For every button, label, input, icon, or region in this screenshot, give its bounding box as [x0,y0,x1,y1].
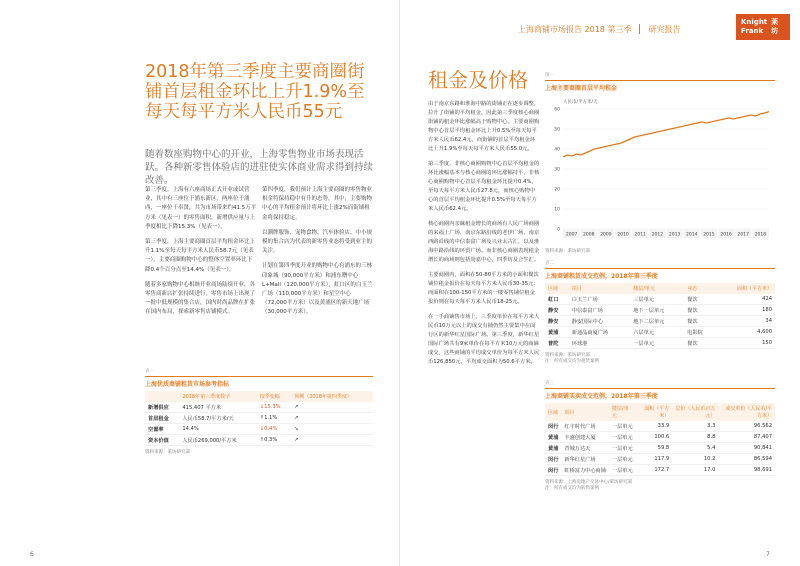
table-label: 表三 [545,381,554,386]
y-tick-label: 30 [554,167,560,173]
cell: ↓15.3% [257,402,291,413]
table-title: 上海商铺买卖成交范例，2018年第三季度 [545,388,775,400]
rent-section-title: 租金及价格 [428,68,528,92]
cell: ↑1.1% [257,413,291,424]
paragraph: 在一手商铺售市场上，三季度单价在每平方米人民币10万元以上的成交有捕仍然主要集中在闵行区的新华红星国际广场。第三季度，新华红星国际广场共有9家单价在每平方米10万元的商铺成交，这些商铺的平均成交单价为每平方米人民币126,850元，平均成交面积为50.6平方米。 [428,314,540,365]
cell: 一层单元 [630,338,684,349]
table-note: 注：所有成交均为转售案例 [545,486,599,491]
table-label: 表二 [545,261,554,266]
cell: 六层单元 [630,327,684,338]
cell: 100.6 [636,432,672,443]
leasing-table [545,283,775,349]
x-tick-label: 2009 [600,232,612,238]
page-number: 7 [766,551,770,558]
x-tick-label: 2016 [720,232,732,238]
cell: 资本价值 [145,435,179,446]
table-row [545,294,775,305]
cell: 96,562 [718,421,775,432]
x-tick-label: 2017 [737,232,749,238]
report-section: 研究报告 [648,24,681,34]
column-header: 面积（平方米） [715,283,775,294]
x-tick-label: 2012 [651,232,664,238]
table-row [545,465,775,476]
header-separator [639,24,640,34]
cell: 虹口 [545,294,569,305]
column-header: 楼层/单元 [630,283,684,294]
indicator-table [145,391,373,446]
table-row [545,316,775,327]
table-3 [545,380,775,491]
y-tick-label: 60 [554,107,560,113]
cell: 17.0 [672,465,718,476]
cell: 14.4% [179,424,256,435]
paragraph: 第三季度，上海有六座商场正式开业或试营业，其中有三座位于浦东新区，两座位于浦西，一座位于奉贤，共为市场带来约41.5万平方米（见表一）的零售面积，新增供应量与上季度相比下降15.3%（见表一）。 [145,187,257,230]
y-tick-label: 50 [554,127,560,133]
cell: 172.7 [636,465,672,476]
cell: 三层单元 [630,294,684,305]
column-header: 面积（平方米） [636,403,672,421]
logo-text: 坊 [771,27,779,35]
cell: 闵行 [545,465,561,476]
cell: 33.9 [636,421,672,432]
paragraph: 第三季度，非核心商圈购物中心首层平均租金的环比涨幅基本与核心商圈的环比涨幅持平，非核心商圈购物中心首层平均租金环比提升0.4%，至每天每平方米人民币27.8元，而核心购物中心的首层平均租金环比提升0.5%至每天每平方米人民币62.4元。 [428,161,540,212]
cell: 新增供应 [145,402,179,413]
x-tick-label: 2018 [754,232,767,238]
column-header: 2018年第三季度数字 [179,391,256,402]
y-tick-label: 20 [554,187,560,193]
cell: 静安国际中心 [569,316,630,327]
cell: 34 [715,316,775,327]
paragraph: 第三季度，上海主要商圈首层平均租金环比上升1.1%至每天每平方米人民币58.7元（见表一），主要商圈购物中心的整体空置率环比下降0.4个百分点至14.4%（见表一）。 [145,239,256,273]
cell: 150 [715,338,775,349]
paragraph: 随着多家购物中心相继开业商场陆续开业，各零售商新店扩张持续进行，零售市场上出现了一批中低规模的集合店，国内时尚品牌在扩张在国内布局，探索新零售店铺模式。 [145,281,256,316]
cell: 一层单元 [609,443,636,454]
page-number: 6 [30,551,34,558]
table-row [145,435,373,446]
table-row [545,443,775,454]
cell: ↗ [291,402,373,413]
cell: 87,407 [718,432,775,443]
table-title: 上海优质商铺租赁市场参考指标 [145,376,373,388]
y-axis-unit-label: 人民币/平方米/天 [563,100,598,105]
cell: 415,407 平方米 [179,402,256,413]
column-header: 区域 [545,283,569,294]
paragraph: 以潮牌服饰、宠物食物、汽车体验店、中小规模的集合店为代表的新零售业态将受到业主的关注。 [262,229,373,255]
knight-frank-logo [736,14,790,40]
cell: 新华红星广场 [561,454,609,465]
table-source: 资料来源：上海房地产交易中心/莱坊研究部 [545,480,633,485]
table-note: 注：所有成交均为租赁案例 [545,359,599,364]
cell: 静安 [545,305,569,316]
table-row [145,402,373,413]
paragraph: 主要商圈内，面积在50-80平方米的小面积餐饮铺位租金报价在每天每平方米人民币30-35元；而面积在100-150平方米的一楼零售铺位租金报价则在每天每平方米人民币18-25元。 [428,272,539,305]
table-label: 表一 [145,369,154,374]
cell: 424 [715,294,775,305]
sales-table [545,403,775,476]
table-row [545,305,775,316]
cell: 人民币58.7/平方米/天 [179,413,256,424]
cell: 117.9 [636,454,672,465]
table-row [545,454,775,465]
cell: 餐饮 [684,305,715,316]
table-source: 资料来源：莱坊研究部 [145,450,190,455]
cell: 黄浦 [545,443,561,454]
column-header: 项目 [569,283,630,294]
cell: 5.4 [672,443,718,454]
paragraph: 计划在第四季度开业的购物中心有浦东的三林印象城（90,000平方米）和浦东曙中心L+Mall（120,000平方米），虹口区的白玉兰广场（110,000平方米）和星空中心（72,000平方米）以及黄浦区的新天地广场（30,000平方米）。 [262,263,373,316]
report-header [518,22,680,36]
paragraph: 核心商圈内亲睐租金增长的商场有人民广场商圈的来福士广场、南京东路沿线的老伊广场，南京西路沿线的中信泰富广场及兴业太古汇，以及淮海中路沿线的环贸广场。而非核心商圈表现租金增长的商场则包括尚嘉中心，四季坊及合生汇。 [428,221,540,263]
cell: 静安 [545,316,569,327]
column-header: 楼层/单元 [609,403,636,421]
cell: ↘ [291,424,373,435]
cell: ↗ [291,413,373,424]
cell: 98,691 [718,465,775,476]
y-tick-label: 0 [557,227,560,233]
cell: 白玉兰广场 [569,294,630,305]
chart-source: 资料来源：莱坊研究部 [545,249,590,254]
column-header: 预期（2018年第四季度） [291,391,373,402]
logo-text: 莱 [771,18,779,26]
cell: 餐饮 [684,316,715,327]
logo-text: Knight [741,18,768,26]
cell: 59.8 [636,443,672,454]
cell: ↑0.3% [257,435,291,446]
cell: 一层单元 [609,465,636,476]
cell: 3.3 [672,421,718,432]
series-line [563,112,769,157]
chart-1 [545,72,775,254]
cell: 虹桥富力中心商铺 [561,465,609,476]
rent-line-chart [545,95,775,245]
cell: ↓0.4% [257,424,291,435]
cell: 闵行 [545,454,561,465]
cell: 180 [715,305,775,316]
column-header [145,391,179,402]
x-tick-label: 2010 [617,232,629,238]
x-tick-label: 2011 [634,232,646,238]
cell: 青城万达天 [561,443,609,454]
cell: ↗ [291,435,373,446]
table-row [145,424,373,435]
table-1 [145,368,373,455]
left-page-title: 2018年第三季度主要商圈街铺首层租金环比上升1.9%至每天每平方米人民币55元 [145,62,365,122]
y-tick-label: 40 [554,147,560,153]
chart-title: 上海主要商圈首层平均租金 [545,80,775,92]
cell: 90,841 [718,443,775,454]
table-2 [545,260,775,364]
cell: 餐饮 [684,338,715,349]
cell: 8.8 [672,432,718,443]
logo-text: Frank [741,27,764,35]
table-row [545,338,775,349]
cell: 首层租金 [145,413,179,424]
cell: 普陀 [545,338,569,349]
column-header: 区域 [545,403,561,421]
table-source: 资料来源：莱坊研究部 [545,353,590,358]
right-column-text [428,100,540,373]
column-header: 业态 [684,283,715,294]
column-header: 总价（人民币百万元） [672,403,718,421]
x-tick-label: 2014 [686,232,698,238]
cell: 人民币269,000/平方米 [179,435,256,446]
table-row [545,327,775,338]
cell: 中信泰富广场 [569,305,630,316]
cell: 一层单元 [609,432,636,443]
cell: 10.2 [672,454,718,465]
paragraph: 第四季度，我们预计上海主要商圈的零售物业租金将保持稳中有升的态势，其中，主要购物中心的平均租金预计将环比上涨2%而街铺租金将保持稳定。 [262,187,373,221]
cell: 新通晶商厦广场 [569,327,630,338]
cell: 86,594 [718,454,775,465]
cell: 一层单元 [609,421,636,432]
x-tick-label: 2007 [565,232,578,238]
cell: 一层单元 [609,454,636,465]
table-row [145,413,373,424]
cell: 丰盛创建大厦 [561,432,609,443]
cell: 地下二层单元 [630,316,684,327]
left-column-2 [262,186,374,324]
column-header: 成交单价（人民币/平方米） [718,403,775,421]
chart-label: 图一 [545,73,554,78]
cell: 红丰时代广场 [561,421,609,432]
report-title: 上海商铺市场报告 2018 第三季 [518,24,632,34]
cell: 地下一层单元 [630,305,684,316]
x-tick-label: 2013 [668,232,681,238]
x-tick-label: 2015 [703,232,715,238]
left-column-1 [145,186,257,324]
x-tick-label: 2008 [583,232,595,238]
table-title: 上海商铺租赁成交范例，2018年第三季度 [545,268,775,280]
column-header: 按季变幅 [257,391,291,402]
cell: 电影院 [684,327,715,338]
y-tick-label: 10 [554,207,560,213]
cell: 黄浦 [545,327,569,338]
cell: 4,600 [715,327,775,338]
left-page-subtitle: 随着数座购物中心的开业，上海零售物业市场表现活跃。各种新零售体验店的进驻使实体商业需求得到持续改善。 [145,149,374,186]
cell: 黄浦 [545,432,561,443]
table-row [545,432,775,443]
paragraph: 由于南京东路和淮海中路的街铺正在逐步调整，拉升了街铺的平均租金，因此第三季度核心商圈街铺的租金环比涨幅高于购物中心。主要商圈购物中心首层平均租金环比上升0.5%至每天每平方米人民币62.4元，而街铺的首层平均租金环比上升1.9%至每天每平方米人民币55.0元。 [428,101,540,152]
cell: 闵行 [545,421,561,432]
cell: 环球港 [569,338,630,349]
cell: 空置率 [145,424,179,435]
cell: 餐饮 [684,294,715,305]
column-header: 项目 [561,403,609,421]
table-row [545,421,775,432]
